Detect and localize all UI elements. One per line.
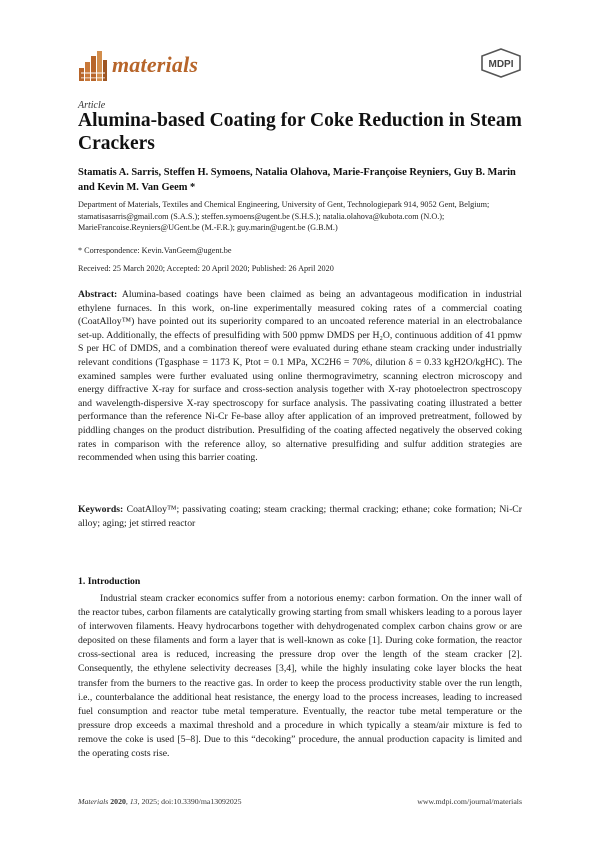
materials-logo-icon xyxy=(78,48,108,82)
correspondence: * Correspondence: Kevin.VanGeem@ugent.be xyxy=(78,246,232,255)
mdpi-logo-text: MDPI xyxy=(488,59,514,70)
introduction-text: Industrial steam cracker economics suffer from a notorious enemy: carbon formation. On the inner wall of the reactor tubes, carbon filaments are catalytically growing starting from small whiskers leading to a porous layer of interwoven filaments. Heavy hydrocarbons together with dehydrogenated complex carbon chains grow or are deposited on these filaments and form a layer that is well-known as coke [1]. During coke formation, the reactor cross-sectional area is reduced, increasing the pressure drop over the length of the steam cracker [2]. Consequently, the ethylene selectivity decreases [3,4], while the highly insulating coke layer blocks the heat transfer from the burners to the reactive gas. In order to keep the process productivity stable over the run length, i.e., counterbalance the additional heat resistance, the energy load to the process increases, leading to increased fuel consumption and reactor tube metal temperature. Eventually, the reactor tube metal temperature or the pressure drop exceeds a maximal threshold and a procedure in which typically a steam/air mixture is fed to remove the coke is used [5–8]. Due to this “decoking” procedure, the annual production capacity is limited and the operating costs rise. xyxy=(78,593,522,760)
section-heading-introduction: 1. Introduction xyxy=(78,576,141,587)
keywords-text: CoatAlloy™; passivating coating; steam cracking; thermal cracking; ethane; coke formation; Ni-Cr alloy; aging; jet stirred reactor xyxy=(78,504,522,529)
journal-header xyxy=(78,48,522,94)
abstract-label: Abstract: xyxy=(78,289,118,300)
footer-journal: Materials xyxy=(78,797,109,806)
article-type: Article xyxy=(78,100,106,111)
affiliation: Department of Materials, Textiles and Chemical Engineering, University of Gent, Technologiepark 914, 9052 Gent, Belgium; stamatisasarris@gmail.com (S.A.S.); steffen.symoens@ugent.be (S.H.S.); natalia.olahova@kubota.com (N.O.); MarieFrancoise.Reyniers@UGent.be (M.-F.R.); guy.marin@ugent.be (G.B.M.) xyxy=(78,200,490,232)
footer-doi: , 2025; doi:10.3390/ma13092025 xyxy=(137,797,242,806)
keywords-label: Keywords: xyxy=(78,504,124,515)
citation: Materials 2020, 13, 2025; doi:10.3390/ma13092025 xyxy=(78,797,242,806)
abstract-text: Alumina-based coatings have been claimed as being an advantageous modification in industrial ethylene furnaces. In this work, on-line experimentally measured coking rates of a commercial coating (CoatAlloy™) have pointed out its superiority compared to an uncoated reference material in an electrobalance set-up. Additionally, the effects of presulfiding with 500 ppmw DMDS per H₂O, continuous addition of 41 ppmw S per HC of DMDS, and a combination thereof were evaluated during ethane steam cracking under industrially relevant conditions (Tgasphase = 1173 K, Ptot = 0.1 MPa, XC2H6 = 70%, dilution δ = 0.33 kgH2O/kgHC). The examined samples were further evaluated using online thermogravimetry, scanning electron microscopy and energy diffractive X-ray for surface and cross-section analysis together with X-ray photoelectron spectroscopy and wavelength-dispersive X-ray spectroscopy for surface analysis. The passivating coating illustrated a better performance than the reference Ni-Cr Fe-base alloy after application of an improved pretreatment, followed by piddling changes on the product distribution. Presulfiding of the coating affected negatively the observed coking rates in comparison with the reference alloy, so alternative presulfiding and sulfur addition strategies are recommended when using this barrier coating. xyxy=(78,289,522,464)
page-title: Alumina-based Coating for Coke Reduction in Steam Crackers xyxy=(78,110,522,154)
journal-name: materials xyxy=(112,52,199,77)
footer-year: 2020 xyxy=(110,797,126,806)
journal-url-link[interactable]: www.mdpi.com/journal/materials xyxy=(417,797,522,806)
publication-dates: Received: 25 March 2020; Accepted: 20 April 2020; Published: 26 April 2020 xyxy=(78,264,334,273)
abstract xyxy=(78,288,522,465)
author-list: Stamatis A. Sarris, Steffen H. Symoens, Natalia Olahova, Marie-Françoise Reyniers, Guy B. Marin and Kevin M. Van Geem * xyxy=(78,167,516,193)
footer-volume: 13 xyxy=(129,797,138,806)
keywords xyxy=(78,503,522,530)
mdpi-logo-icon xyxy=(480,48,522,78)
